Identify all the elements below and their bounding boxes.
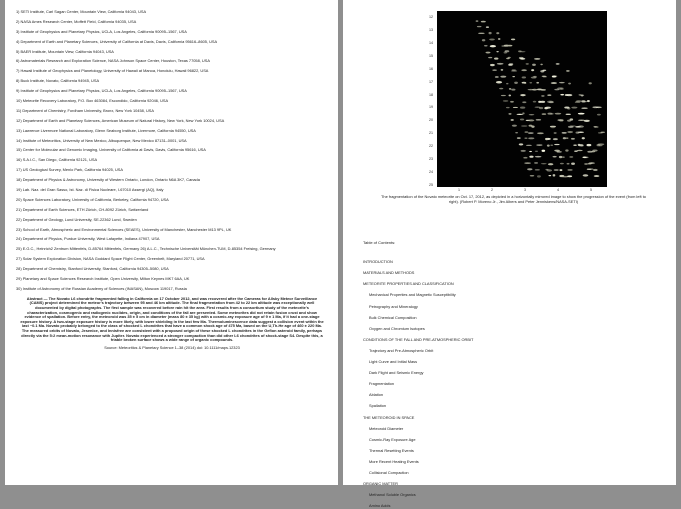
fragment-streak bbox=[529, 114, 535, 115]
fragment-streak bbox=[481, 21, 486, 23]
toc-subsection[interactable]: Petrography and Mineralogy bbox=[369, 303, 418, 309]
affiliation-item: 25) E.G.C., Heinrich2 Zentrum Mittenfels, D-85764 Mittenfels, Germany 26) A.L.C., Technische Universität München-TUM, D-85354 Freising, Germany bbox=[16, 246, 276, 252]
y-tick-label: 21 bbox=[429, 131, 433, 136]
fragment-streak bbox=[526, 63, 529, 65]
fragment-streak bbox=[540, 101, 545, 103]
affiliation-item: 2) NASA Ames Research Center, Moffett Field, California 94035, USA bbox=[16, 18, 137, 24]
fragment-streak bbox=[517, 114, 523, 115]
affiliation-item: 11) Department of Chemistry, Fordham University, Bronx, New York 10458, USA bbox=[16, 107, 154, 113]
fragment-streak bbox=[500, 76, 506, 78]
fragment-streak bbox=[551, 82, 557, 84]
toc-section[interactable]: METEORITE PROPERTIES AND CLASSIFICATION bbox=[363, 281, 454, 287]
fragment-streak bbox=[511, 89, 515, 91]
fragment-streak bbox=[541, 89, 546, 90]
right-page bbox=[343, 0, 676, 509]
fragment-streak bbox=[550, 113, 554, 115]
affiliation-item: 4) Department of Earth and Planetary Sciences, University of California at Davis, Davis, California 95616–8605, USA bbox=[16, 38, 218, 44]
fragment-streak bbox=[506, 107, 510, 108]
fragment-streak bbox=[489, 38, 495, 40]
fragment-streak bbox=[554, 150, 560, 152]
fragment-streak bbox=[543, 76, 547, 77]
fragment-streak bbox=[537, 175, 541, 177]
toc-section[interactable]: ORGANIC MATTER bbox=[363, 481, 398, 487]
fragment-streak bbox=[521, 94, 526, 96]
fragment-streak bbox=[560, 163, 564, 165]
y-tick-label: 14 bbox=[429, 40, 433, 45]
abstract: Abstract — The Novato L6 chondrite fragmented falling in California on 17 October 2012, and was recovered after the Cameras for Allsky Meteor Surveillance (CAMS) project determined the meteor's trajectory between 95 and 46 km altitude. The final fragmentation from 42 to 22 km altitude was exceptionally well documented by digital photographs. The first sample was recovered before rain hit the area. First results from a consortium study of the meteorite's characterization, cosmogenic and radiogenic nuclides, origin, and conditions of the fall are presented. Some meteorites did not retain fusion crust and show evidence of spallation. Before entry, the meteoroid was 35 ± 5 cm in diameter (mass 80 ± 35 kg) with a cosmic-ray exposure age of 9 ± 1 Ma, if it had a one-stage exposure history. A two-stage exposure history is more likely, with lower shielding in the last few Ma. Thermoluminescence data suggest a collision event within the last ~0.1 Ma. Novato probably belonged to the class of shocked L chondrites that have a common shock age of 475 Ma, based on the U,Th-He age of 460 ± 220 Ma. The measured orbits of Novato, Jesenice, and Innisfree are consistent with a proposed origin of these shocked L chondrites in the Gefion asteroid family, perhaps directly via the 5:2 mean-motion resonance with Jupiter. Novato experienced a stronger compaction than did other L6 chondrites of shock-stage S4. Despite this, a friable broken surface shows a wide range of organic compounds. bbox=[20, 295, 324, 343]
fragment-streak bbox=[581, 100, 585, 102]
fragment-streak bbox=[578, 120, 585, 121]
toc-subsection[interactable]: More Recent Heating Events bbox=[369, 458, 419, 464]
fragment-streak bbox=[532, 89, 537, 91]
fragment-streak bbox=[571, 107, 577, 109]
toc-subsection[interactable]: Thermal Resetting Events bbox=[369, 447, 414, 453]
fragment-streak bbox=[524, 162, 531, 164]
toc-title: Table of Contents: bbox=[363, 240, 396, 246]
fragment-streak bbox=[528, 119, 534, 121]
fragment-streak bbox=[571, 138, 575, 140]
fragment-streak bbox=[511, 70, 517, 71]
fragment-streak bbox=[530, 175, 534, 176]
affiliation-item: 12) Department of Earth and Planetary Sciences, American Museum of Natural History, New York, New York 10024, USA bbox=[16, 117, 225, 123]
fragment-streak bbox=[550, 126, 555, 128]
toc-section[interactable]: MATERIALS AND METHODS bbox=[363, 270, 415, 276]
fragment-streak bbox=[522, 76, 526, 78]
fragment-streak bbox=[508, 113, 511, 115]
fragment-streak bbox=[564, 106, 569, 108]
fragment-streak bbox=[560, 88, 564, 90]
figure bbox=[363, 9, 664, 195]
fragment-streak bbox=[589, 162, 595, 163]
fragment-streak bbox=[578, 113, 585, 115]
fragment-streak bbox=[586, 144, 591, 146]
fragment-streak bbox=[523, 157, 527, 159]
fragment-streak bbox=[496, 51, 499, 52]
fragment-streak bbox=[554, 132, 557, 133]
fragment-streak bbox=[531, 69, 534, 71]
toc-subsection[interactable]: Cosmic-Ray Exposure Age bbox=[369, 436, 416, 442]
affiliation-item: 29) Planetary and Space Sciences Research Institute, Open University, Milton Keynes MK7 6AA, UK bbox=[16, 276, 190, 282]
fragment-streak bbox=[532, 64, 536, 66]
x-tick-label: 2 bbox=[491, 188, 493, 192]
affiliation-item: 5) BAER Institute, Mountain View, California 94043, USA bbox=[16, 48, 114, 54]
fragment-streak bbox=[521, 125, 527, 126]
fragment-streak bbox=[592, 150, 597, 152]
fragment-streak bbox=[484, 45, 488, 46]
fragment-streak bbox=[511, 38, 515, 40]
fragment-streak bbox=[567, 131, 573, 133]
fragment-streak bbox=[526, 145, 532, 146]
fragment-streak bbox=[547, 145, 550, 147]
fragment-streak bbox=[596, 107, 602, 109]
fragment-streak bbox=[507, 45, 512, 47]
fragment-streak bbox=[548, 163, 553, 165]
fragment-streak bbox=[552, 76, 556, 78]
fragment-streak bbox=[529, 151, 532, 152]
fragment-streak bbox=[528, 137, 534, 139]
fragment-streak bbox=[562, 156, 565, 157]
fragment-streak bbox=[520, 51, 526, 52]
fragment-streak bbox=[566, 94, 572, 96]
fragment-streak bbox=[529, 82, 532, 83]
affiliation-item: 16) S.A.I.C., San Diego, California 92121, USA bbox=[16, 157, 98, 163]
fragment-streak bbox=[486, 27, 489, 28]
x-tick-label: 3 bbox=[524, 188, 526, 192]
fragment-streak bbox=[488, 57, 492, 58]
fragment-streak bbox=[492, 69, 497, 71]
fragment-streak bbox=[565, 149, 568, 151]
affiliation-item: 1) SETI Institute, Carl Sagan Center, Mountain View, California 94043, USA bbox=[16, 9, 147, 14]
fragment-streak bbox=[553, 138, 558, 140]
toc-subsection[interactable]: Meteoroid Diameter bbox=[369, 425, 404, 431]
fragment-streak bbox=[542, 70, 546, 71]
fragment-streak bbox=[542, 113, 547, 115]
fragment-streak bbox=[528, 132, 534, 134]
toc-subsection[interactable]: Light Curve and Initial Mass bbox=[369, 359, 418, 365]
fragment-streak bbox=[490, 45, 496, 47]
left-page bbox=[5, 0, 338, 485]
fragment-streak bbox=[536, 82, 539, 84]
fragment-streak bbox=[478, 33, 485, 34]
fragment-streak bbox=[598, 143, 605, 145]
fragment-streak bbox=[566, 137, 569, 138]
fragment-streak bbox=[548, 175, 551, 176]
affiliation-item: 22) Department of Geology, Lund University, SE-22362 Lund, Sweden bbox=[16, 216, 137, 222]
fragment-streak bbox=[553, 174, 556, 176]
affiliation-item: 13) Lawrence Livermore National Laboratory, Glenn Seaborg Institute, Livermore, California 94550, USA bbox=[16, 127, 196, 133]
toc-section[interactable]: THE METEOROID IN SPACE bbox=[363, 414, 415, 420]
toc-subsection[interactable]: Spallation bbox=[369, 403, 387, 409]
fragment-streak bbox=[573, 145, 577, 146]
fragment-streak bbox=[534, 58, 540, 60]
fragment-streak bbox=[505, 50, 510, 52]
fragment-streak bbox=[519, 143, 523, 145]
fragment-streak bbox=[520, 119, 524, 121]
affiliation-item: 21) Department of Earth Sciences, ETH Zürich, CH-8092 Zürich, Switzerland bbox=[16, 206, 149, 212]
fragment-streak bbox=[541, 95, 544, 96]
y-tick-label: 24 bbox=[429, 170, 433, 175]
fragment-streak bbox=[499, 88, 503, 90]
fragment-streak bbox=[547, 94, 551, 95]
affiliation-item: 27) Solar System Exploration Division, NASA Goddard Space Flight Center, Greenbelt, Maryland 20771, USA bbox=[16, 256, 205, 262]
fragment-streak bbox=[587, 151, 592, 153]
toc-subsection[interactable]: Amino Acids bbox=[369, 503, 391, 509]
fragment-streak bbox=[567, 169, 572, 170]
y-tick-label: 18 bbox=[429, 92, 433, 97]
fragment-streak bbox=[534, 162, 538, 163]
fragment-streak bbox=[563, 137, 566, 139]
fragment-streak bbox=[533, 101, 536, 103]
fragment-streak bbox=[509, 63, 513, 65]
fragment-streak bbox=[580, 144, 584, 146]
affiliation-item: 28) Department of Chemistry, Stanford University, Stanford, California 94305–5080, USA bbox=[16, 266, 169, 272]
x-tick-label: 4 bbox=[557, 188, 559, 192]
toc-subsection[interactable]: Dark Flight and Seismic Energy bbox=[369, 370, 424, 376]
fragment-streak bbox=[536, 119, 541, 120]
fragment-streak bbox=[482, 39, 485, 41]
fragment-streak bbox=[512, 76, 515, 77]
fragment-streak bbox=[541, 163, 547, 164]
fireball-image bbox=[437, 11, 607, 187]
fragment-streak bbox=[562, 132, 567, 133]
y-tick-label: 15 bbox=[429, 53, 433, 58]
fragment-streak bbox=[476, 20, 479, 21]
toc-subsection[interactable]: Trajectory and Pre-Atmospheric Orbit bbox=[369, 347, 434, 353]
fragment-streak bbox=[594, 126, 598, 128]
y-tick-label: 16 bbox=[429, 66, 433, 71]
fragment-streak bbox=[509, 88, 512, 90]
fragment-streak bbox=[522, 82, 527, 84]
toc-section[interactable]: INTRODUCTION bbox=[363, 259, 393, 265]
affiliation-item: 23) School of Earth, Atmospheric and Environmental Sciences (SEAES), University of Manchester, Manchester M13 9PL, UK bbox=[16, 226, 232, 232]
fragment-streak bbox=[509, 94, 512, 96]
y-tick-label: 20 bbox=[429, 118, 433, 123]
fragment-streak bbox=[550, 144, 553, 145]
fragment-streak bbox=[576, 132, 580, 134]
fragment-streak bbox=[598, 132, 603, 133]
fragment-streak bbox=[567, 163, 570, 165]
fragment-streak bbox=[542, 150, 546, 152]
fragment-streak bbox=[579, 94, 582, 95]
fragment-streak bbox=[511, 119, 514, 121]
fragment-streak bbox=[568, 83, 571, 85]
fragment-streak bbox=[566, 70, 570, 72]
fragment-streak bbox=[522, 101, 526, 103]
y-tick-label: 25 bbox=[429, 183, 433, 187]
source-citation: Source: Meteoritics & Planetary Science 1–38 (2014) doi: 10.1111/maps.12323 bbox=[104, 344, 240, 350]
fragment-streak bbox=[559, 82, 565, 84]
fragment-streak bbox=[535, 169, 540, 170]
fragment-streak bbox=[589, 82, 592, 84]
fragment-streak bbox=[554, 144, 560, 145]
affiliation-list bbox=[16, 10, 328, 292]
fragment-streak bbox=[571, 163, 575, 165]
affiliation-item: 18) Department of Physics & Astronomy, University of Western Ontario, London, Ontario N6A 3K7, Canada bbox=[16, 177, 200, 183]
fragment-streak bbox=[510, 101, 514, 103]
fragment-streak bbox=[535, 156, 542, 158]
fragment-streak bbox=[521, 69, 527, 71]
fragment-streak bbox=[594, 175, 600, 177]
fragment-streak bbox=[560, 94, 564, 96]
fragment-streak bbox=[582, 137, 585, 139]
y-tick-label: 19 bbox=[429, 105, 433, 110]
fragment-streak bbox=[559, 156, 563, 158]
fragment-streak bbox=[506, 83, 508, 85]
affiliation-item: 20) Space Sciences Laboratory, University of California, Berkeley, California 94720, USA bbox=[16, 196, 169, 202]
fragment-streak bbox=[515, 132, 518, 133]
toc-subsection[interactable]: Fragmentation bbox=[369, 381, 395, 387]
fragment-streak bbox=[522, 112, 524, 114]
fragment-streak bbox=[566, 114, 571, 115]
toc-section[interactable]: CONDITIONS OF THE FALL AND PRE-ATMOSPHERIC ORBIT bbox=[363, 336, 474, 342]
affiliation-item: 8) Buck Institute, Novato, California 94945, USA bbox=[16, 78, 100, 84]
fragment-streak bbox=[497, 63, 504, 65]
fragment-streak bbox=[537, 132, 544, 134]
y-tick-label: 17 bbox=[429, 79, 433, 84]
fragment-streak bbox=[569, 156, 573, 157]
fragment-streak bbox=[490, 64, 495, 66]
affiliation-item: 30) Institute of Astronomy of the Russian Academy of Sciences (INASAN), Moscow 119017, Russia bbox=[16, 285, 187, 291]
fragment-streak bbox=[489, 32, 492, 34]
affiliation-item: 7) Hawaii Institute of Geophysics and Planetology, University of Hawaii at Manoa, Honolulu, Hawaii 96822, USA bbox=[16, 68, 209, 74]
fragment-streak bbox=[524, 138, 527, 139]
fragment-streak bbox=[540, 64, 543, 66]
fragment-streak bbox=[494, 58, 498, 60]
affiliation-item: 3) Institute of Geophysics and Planetary Physics, UCLA, Los Angeles, California 90095–1567, USA bbox=[16, 28, 187, 34]
toc-subsection[interactable]: Methanol Soluble Organics bbox=[369, 492, 416, 498]
fragment-streak bbox=[501, 69, 504, 71]
fragment-streak bbox=[477, 26, 482, 27]
fragment-streak bbox=[520, 107, 525, 109]
fragment-streak bbox=[486, 52, 491, 54]
fragment-streak bbox=[570, 118, 574, 120]
fragment-streak bbox=[527, 168, 532, 170]
affiliation-item: 6) Astromaterials Research and Exploration Science, NASA Johnson Space Center, Houston, Texas 77058, USA bbox=[16, 58, 210, 64]
fragment-streak bbox=[496, 81, 502, 83]
fragment-streak bbox=[547, 169, 553, 171]
fragment-streak bbox=[503, 100, 508, 101]
fragment-streak bbox=[512, 125, 517, 127]
toc-subsection[interactable]: Collisional Compaction bbox=[369, 469, 409, 475]
fragment-streak bbox=[501, 95, 506, 96]
fragment-streak bbox=[578, 125, 584, 127]
affiliation-item: 9) Institute of Geophysics and Planetary Physics, UCLA, Los Angeles, California 90095–1567, USA bbox=[16, 88, 187, 94]
y-tick-label: 13 bbox=[429, 27, 433, 32]
fragment-streak bbox=[552, 156, 556, 158]
fragment-streak bbox=[559, 169, 562, 171]
fragment-streak bbox=[574, 150, 578, 151]
fragment-streak bbox=[517, 137, 521, 138]
fragment-streak bbox=[498, 38, 501, 40]
fragment-streak bbox=[583, 174, 589, 176]
fragment-streak bbox=[556, 63, 560, 65]
fragment-streak bbox=[555, 113, 562, 115]
fragment-streak bbox=[568, 126, 574, 128]
fragment-streak bbox=[545, 138, 548, 140]
fragment-streak bbox=[520, 58, 525, 60]
fragment-streak bbox=[575, 101, 580, 102]
fragment-streak bbox=[529, 156, 533, 158]
fragment-streak bbox=[557, 119, 563, 121]
fragment-streak bbox=[539, 107, 543, 109]
fragment-streak bbox=[495, 76, 499, 78]
fragment-streak bbox=[567, 175, 572, 177]
x-tick-label: 5 bbox=[590, 188, 592, 192]
fragment-streak bbox=[535, 151, 538, 152]
fragment-streak bbox=[521, 150, 526, 152]
y-tick-label: 23 bbox=[429, 157, 433, 162]
y-tick-label: 22 bbox=[429, 144, 433, 149]
fragment-streak bbox=[514, 82, 518, 84]
fragment-streak bbox=[582, 156, 586, 158]
fragment-streak bbox=[587, 169, 592, 170]
toc-subsection[interactable]: Oxygen and Chromium Isotopes bbox=[369, 325, 425, 331]
fragment-streak bbox=[554, 169, 559, 170]
fragment-streak bbox=[587, 100, 590, 102]
toc-subsection[interactable]: Bulk Chemical Composition bbox=[369, 314, 417, 320]
fragment-streak bbox=[508, 57, 511, 59]
affiliation-item: 17) US Geological Survey, Menlo Park, California 94025, USA bbox=[16, 167, 123, 173]
fragment-streak bbox=[525, 131, 529, 132]
affiliation-item: 10) Meteorite Recovery Laboratory, P.O. Box 463084, Escondido, California 92046, USA bbox=[16, 98, 169, 104]
fragment-streak bbox=[593, 169, 598, 171]
affiliation-item: 19) Lab. Naz. del Gran Sasso, Ist. Naz. di Fisica Nucleare, I-67010 Assergi (AQ), Italy bbox=[16, 187, 164, 193]
fragment-streak bbox=[536, 144, 542, 145]
figure-caption: The fragmentation of the Novato meteorite on Oct. 17, 2012, as depicted in a horizontally mirrored image to show the progression of the event (from left to right). (Robert P. Moreno Jr., Jim Albers and Peter Jenniskens/NASA-SETI) bbox=[381, 194, 646, 204]
fragment-streak bbox=[581, 107, 587, 109]
affiliation-item: 15) Center for Molecular and Genomic Imaging, University of California at Davis, Davis, California 95616, USA bbox=[16, 147, 206, 153]
fragment-streak bbox=[597, 114, 601, 116]
fragmentation-photo bbox=[437, 11, 607, 187]
fragment-streak bbox=[544, 107, 548, 109]
affiliation-item: 24) Department of Physics, Purdue University, West Lafayette, Indiana 47907, USA bbox=[16, 236, 160, 242]
fragment-streak bbox=[547, 101, 554, 103]
y-tick-label: 12 bbox=[429, 15, 433, 19]
x-tick-label: 1 bbox=[458, 188, 460, 192]
fragment-streak bbox=[513, 107, 518, 108]
fragment-streak bbox=[496, 32, 499, 34]
fragment-streak bbox=[584, 163, 588, 165]
toc-subsection[interactable]: Mechanical Properties and Magnetic Susceptibility bbox=[369, 292, 456, 298]
fragment-streak bbox=[531, 125, 534, 127]
toc-subsection[interactable]: Ablation bbox=[369, 392, 384, 398]
fragment-streak bbox=[537, 88, 541, 89]
table-of-contents bbox=[363, 260, 664, 509]
fragment-streak bbox=[578, 144, 581, 146]
fragment-streak bbox=[531, 77, 537, 79]
affiliation-item: 14) Institute of Meteoritics, University of New Mexico, Albuquerque, New Mexico 87131–0001, USA bbox=[16, 137, 187, 143]
